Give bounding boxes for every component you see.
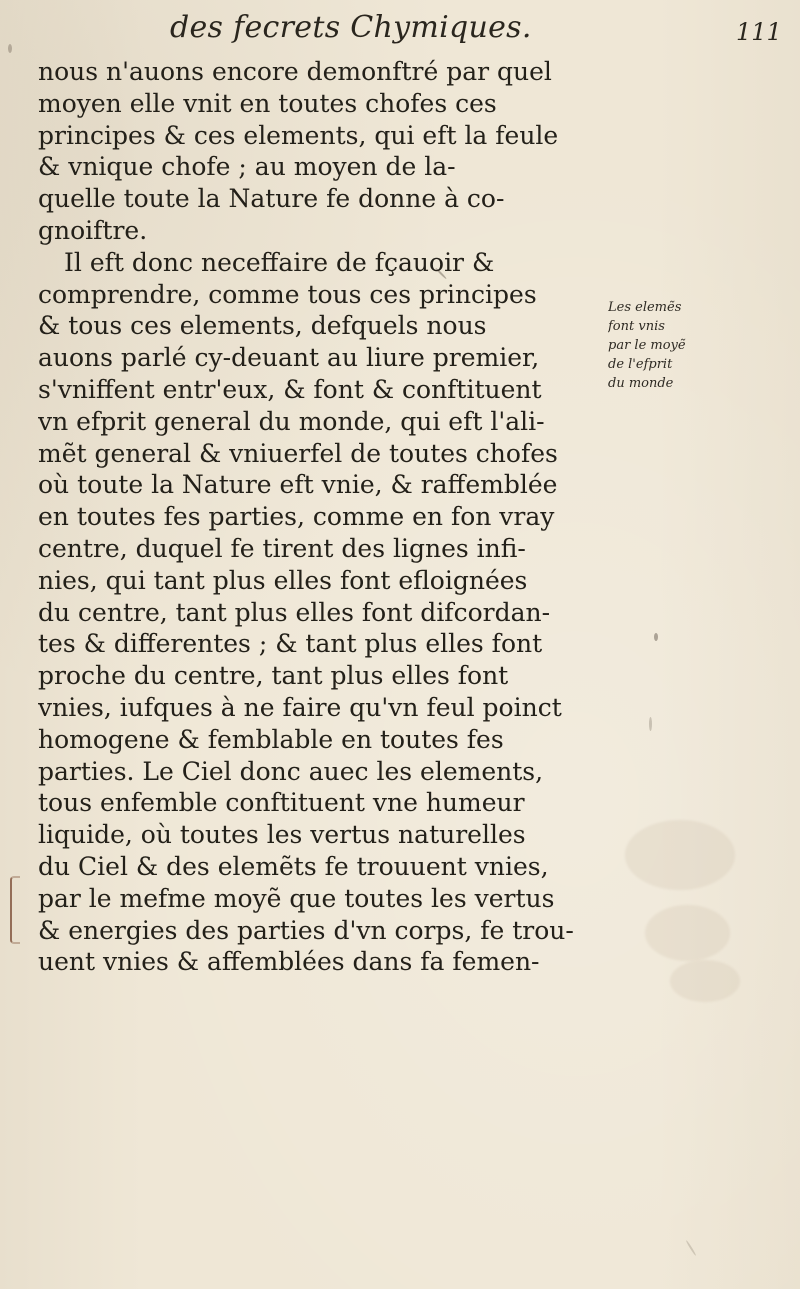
text-line: parties. Le Ciel donc auec les elements, (38, 756, 544, 786)
text-line: en toutes fes parties, comme en fon vray (38, 502, 555, 532)
handwritten-bracket-mark (10, 876, 20, 944)
paper-stain (670, 960, 740, 1002)
text-line: proche du centre, tant plus elles font (38, 661, 509, 691)
margin-note-line: font vnis (608, 319, 665, 334)
text-line: vn efprit general du monde, qui eft l'ali- (38, 406, 545, 436)
text-line: quelle toute la Nature fe donne à co- (38, 184, 505, 214)
text-line: nies, qui tant plus elles font efloignées (38, 565, 528, 595)
text-line: & vnique chofe ; au moyen de la- (38, 152, 456, 182)
margin-note-line: Les elemẽs (608, 300, 682, 315)
paragraph-start-line: Il eft donc neceffaire de fçauoir & (64, 247, 495, 277)
text-line: par le mefme moyẽ que toutes les vertus (38, 883, 555, 913)
text-line: liquide, où toutes les vertus naturelles (38, 820, 526, 850)
paper-speck (8, 44, 12, 53)
body-text (38, 56, 610, 977)
text-line: homogene & femblable en toutes fes (38, 724, 504, 754)
text-line: principes & ces elements, qui eft la feule (38, 120, 559, 150)
paper-speck (654, 633, 658, 641)
margin-note-line: par le moyẽ (608, 338, 686, 353)
margin-note-line: du monde (608, 376, 674, 391)
text-line: du centre, tant plus elles font difcordan- (38, 597, 551, 627)
paper-stain (625, 820, 735, 890)
text-line: comprendre, comme tous ces principes (38, 279, 537, 309)
text-line: & energies des parties d'vn corps, fe trou- (38, 915, 574, 945)
page-number: 111 (736, 18, 782, 46)
text-line: moyen elle vnit en toutes chofes ces (38, 88, 497, 118)
text-line: & tous ces elements, defquels nous (38, 311, 487, 341)
text-line: tous enfemble conftituent vne humeur (38, 788, 525, 818)
text-line: mẽt general & vniuerfel de toutes chofes (38, 438, 558, 468)
margin-note (608, 298, 728, 408)
text-line: vnies, iufques à ne faire qu'vn feul poinct (38, 692, 562, 722)
text-line: uent vnies & affemblées dans fa femen- (38, 947, 540, 977)
paper-stain (645, 905, 730, 961)
text-line: s'vniffent entr'eux, & font & conftituent (38, 374, 542, 404)
paper-speck (649, 717, 652, 731)
margin-note-line: de l'efprit (608, 357, 673, 372)
text-line: auons parlé cy-deuant au liure premier, (38, 343, 540, 373)
text-line: centre, duquel fe tirent des lignes infi- (38, 533, 526, 563)
text-line: tes & differentes ; & tant plus elles font (38, 629, 543, 659)
text-line: gnoiftre. (38, 215, 148, 245)
text-line: nous n'auons encore demonftré par quel (38, 57, 552, 86)
running-head-title: des fecrets Chymiques. (170, 10, 532, 45)
text-line: du Ciel & des elemẽts fe trouuent vnies, (38, 851, 549, 881)
paper-speck (685, 1240, 696, 1256)
text-line: où toute la Nature eft vnie, & raffemblée (38, 470, 558, 500)
